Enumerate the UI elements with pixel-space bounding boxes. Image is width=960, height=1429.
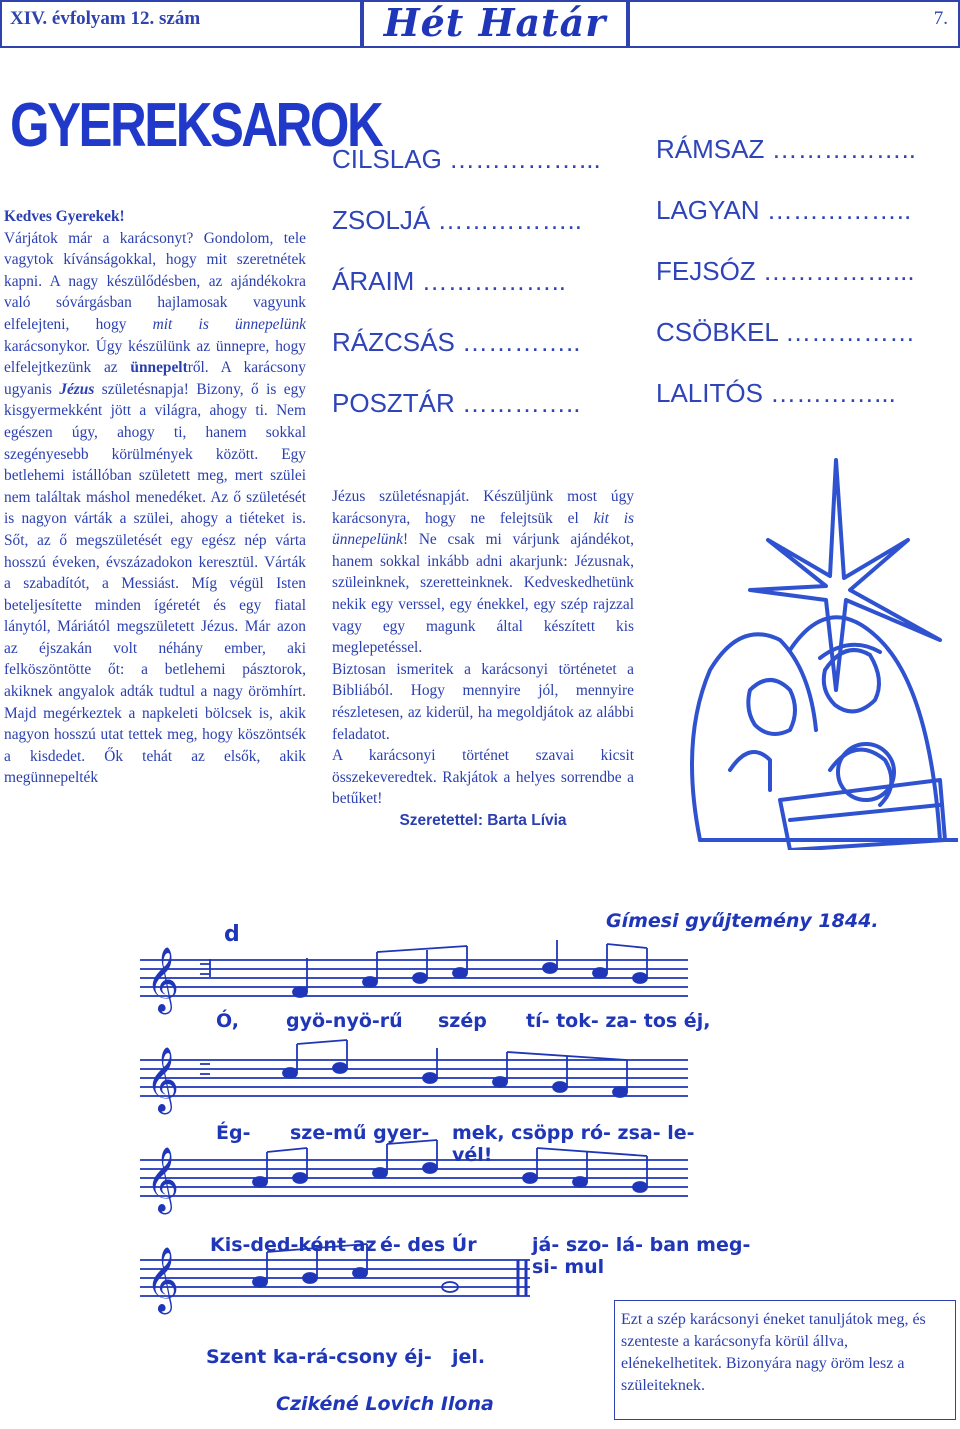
middle-column (332, 486, 634, 832)
svg-text:𝄞: 𝄞 (146, 1247, 180, 1312)
word-item: ZSOLJÁ …………….. (332, 205, 582, 235)
nativity-illustration (640, 440, 958, 850)
header-newspaper-name: Hét Határ (362, 0, 628, 48)
staff-2 (140, 1040, 688, 1114)
music-author: Czikéné Lovich Ilona (276, 1393, 494, 1415)
star-icon (750, 460, 940, 690)
word-item: LAGYAN …………….. (656, 195, 912, 225)
song-note-box: Ezt a szép karácsonyi éneket tanuljátok meg, és szenteste a karácsonyfa körül állva, elénekelhetitek. Bizonyára nagy öröm lesz a szüleiteknek. (614, 1300, 956, 1420)
svg-text:𝄞: 𝄞 (146, 947, 180, 1012)
svg-text:𝄞: 𝄞 (146, 1047, 180, 1112)
middle-paragraph-1: Jézus születésnapját. Készüljünk most úgy karácsonyra, hogy ne felejtsük el kit is ünnepelünk! Ne csak mi várjunk ajándékot, hanem sokkal inkább adni akarjunk: Jézusnak, szüleinknek, szeretteinknek. Kedveskedhetünk nekik egy verssel, egy énekkel, egy szép rajzzal vagy egy magunk által készített kis meglepetéssel. (332, 488, 635, 657)
scrambled-words-col1 (332, 146, 601, 451)
left-column (4, 206, 306, 789)
word-item: RÁMSAZ …………….. (656, 134, 917, 164)
word-item: ÁRAIM …………….. (332, 266, 567, 296)
header-issue: XIV. évfolyam 12. szám (0, 0, 362, 48)
middle-paragraph-3: A karácsonyi történet szavai kicsit összekeveredtek. Rakjátok a helyes sorrendbe a betűket! (332, 747, 634, 808)
section-title: GYEREKSAROK (10, 91, 382, 160)
scrambled-words-col2 (656, 136, 916, 441)
staff-1 (140, 940, 688, 1014)
music-source: Gímesi gyűjtemény 1844. (606, 910, 879, 932)
word-item: RÁZCSÁS ………….. (332, 327, 581, 357)
word-item: LALITÓS …………... (656, 378, 896, 408)
greeting: Kedves Gyerekek! (4, 208, 125, 225)
word-item: CILSLAG ……………... (332, 144, 601, 174)
middle-paragraph-2: Biztosan ismeritek a karácsonyi történetet a Bibliából. Hogy mennyire jól, mennyire részletesen, az kiderül, ha megoldjátok az alábbi feladatot. (332, 660, 634, 743)
left-paragraph: Várjátok már a karácsonyt? Gondolom, tele vagytok kívánságokkal, hogy mit szeretnétek kapni. A nagy készülődésben, az ajándékokra való sóvárgásban hajlamosak vagyunk elfelejteni, hogy mit is ünnepelünk karácsonykor. Úgy készülünk az ünnepre, hogy elfelejtkezünk az ünnepeltről. A karácsony ugyanis Jézus születésnapja! Bizony, ő is egy kisgyermekként jött a világra, ahogy ti. Nem egészen úgy, ahogy ti, hanem sokkal szegényesebb körülmények között. Egy betlehemi istállóban született meg, mert szülei nem találtak máshol menedéket. Az ő születését is nagyon várták a szülei, ahogy a tiéteket is. Sőt, az ő megszületését egy egész nép várta hosszú éveken, évszázadokon keresztül. Várták a szabadítót, a Messiást. Míg végül Isten beteljesítette minden ígéretét és egy fiatal lánytól, Máriától megszületett Jézus. Már azon az éjszakán volt néhány ember, aki felköszöntötte őt: a betlehemi pásztorok, akiknek angyalok adták tudtul a nagy örömhírt. Majd megérkeztek a napkeleti bölcsek is, akik nagyon hosszú utat tettek meg, hogy köszöntsék a kisdedet. Ők tehát az elsők, akik megünnepelték (4, 229, 306, 787)
word-item: CSÖBKEL …………… (656, 317, 916, 347)
header-page-number: 7. (628, 0, 960, 48)
key-letter: d (224, 922, 240, 947)
svg-text:𝄞: 𝄞 (146, 1147, 180, 1212)
word-item: FEJSÓZ ……………... (656, 256, 915, 286)
signature: Szeretettel: Barta Lívia (399, 811, 567, 829)
word-item: POSZTÁR ………….. (332, 388, 581, 418)
